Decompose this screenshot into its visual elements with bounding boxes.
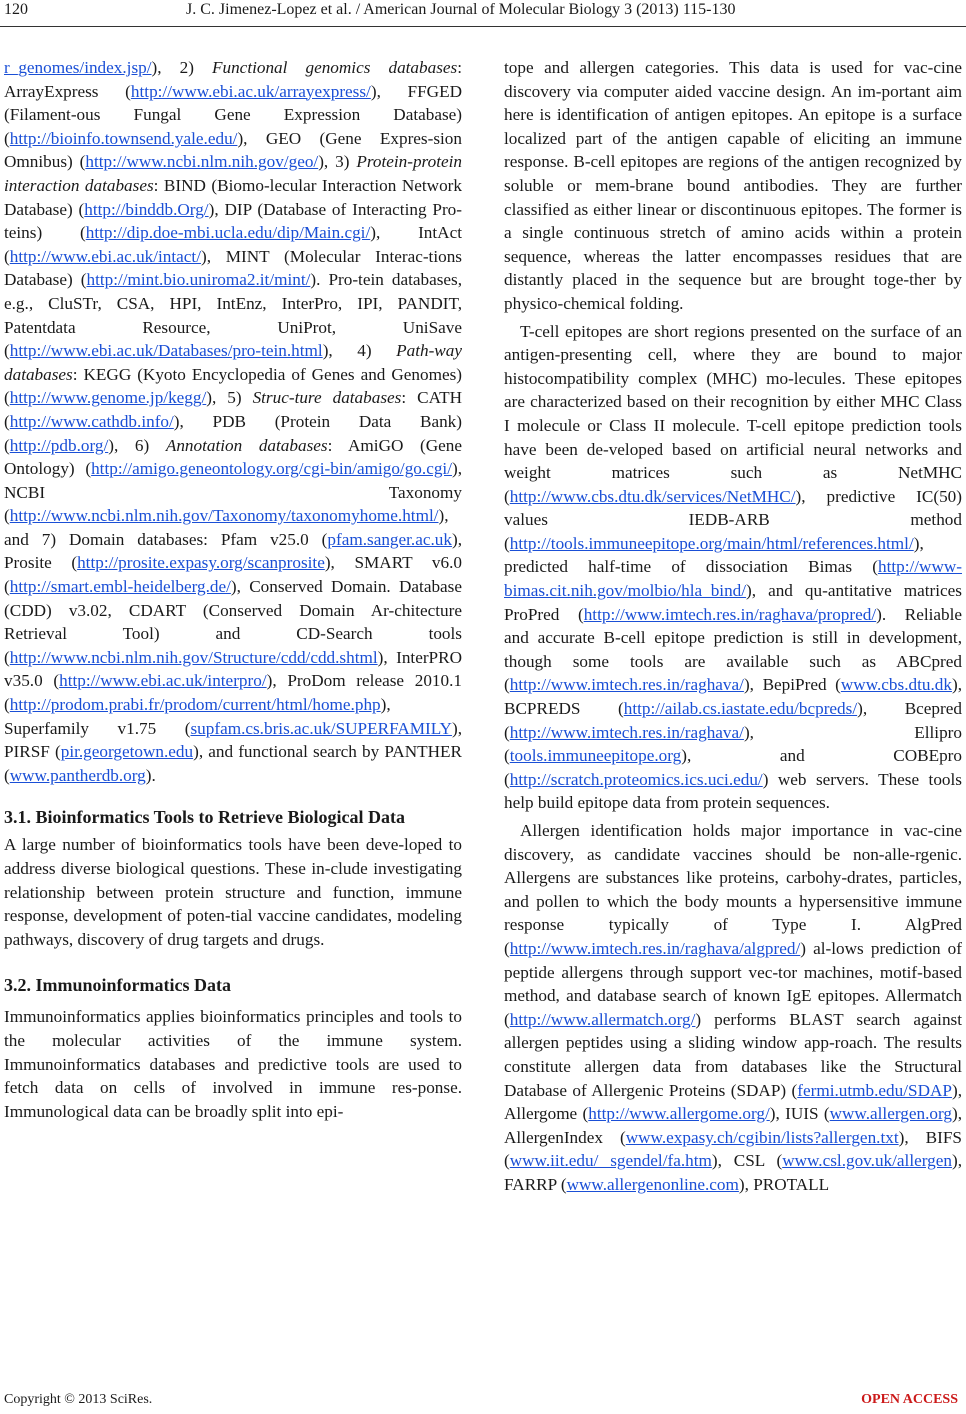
paragraph [4,1005,462,1123]
url-link[interactable]: http://smart.embl-heidelberg.de/ [9,577,231,597]
text-run: ) web servers. These tools help build epitope data from protein sequences. [504,769,962,813]
url-link[interactable]: http://www-bimas.cit.nih.gov/molbio/hla_bind/ [504,557,962,601]
text-run: ), PIRSF ( [4,718,462,762]
text-run: : KEGG (Kyoto Encyclopedia of Genes and Genomes) ( [4,364,462,408]
url-link[interactable]: http://www.ebi.ac.uk/arrayexpress/ [130,81,371,101]
text-run: ), BCPREDS ( [504,675,962,719]
url-link[interactable]: pfam.sanger.ac.uk [327,529,452,549]
url-link[interactable]: http://www.ebi.ac.uk/intact/ [9,246,201,266]
italic-term: Annotation databases [165,435,328,455]
paragraph [4,56,462,787]
text-run: ), NCBI Taxonomy ( [4,459,462,526]
url-link[interactable]: www.csl.gov.uk/allergen [782,1151,952,1171]
url-link[interactable]: www.allergenonline.com [566,1174,739,1194]
url-link[interactable]: http://amigo.geneontology.org/cgi-bin/amigo/go.cgi/ [91,459,452,479]
page-footer [0,1392,966,1412]
text-run: ), Prosite ( [4,529,462,573]
text-run: : AmiGO (Gene Ontology) ( [4,435,462,479]
text-run: : ArrayExpress ( [4,58,463,101]
text-run: ), BIFS ( [504,1127,962,1171]
url-link[interactable]: http://www.ncbi.nlm.nih.gov/Taxonomy/taxonomyhome.html/ [9,506,439,526]
italic-term: Struc-ture databases [252,388,402,408]
text-run: ), IUIS ( [769,1104,830,1124]
section-heading-3-1: 3.1. Bioinformatics Tools to Retrieve Biological Data [4,807,405,828]
text-run: ). [145,765,156,785]
url-link[interactable]: http://www.ncbi.nlm.nih.gov/Structure/cdd/cdd.shtml [9,647,378,667]
url-link[interactable]: http://scratch.proteomics.ics.uci.edu/ [509,769,763,789]
text-run: ), 3) [318,152,357,172]
text-run: ), IntAct ( [4,223,462,266]
text-run: ), FARRP ( [504,1151,962,1194]
text-run: ), MINT (Molecular Interac-tions Database) ( [4,246,462,290]
text-run: ), and 7) Domain databases: Pfam v25.0 ( [4,506,449,549]
text-run: tope and allergen categories. This data is used for vac-cine discovery via computer aided vaccine design. An im-portant aim here is identification of antigen epitopes. An epitope is a surface localized part of the antigen capable of eliciting an immune response. B-cell epitopes are regions of the antigen recognized by soluble or mem-brane bound antibodies. They are further classified as either linear or discontinuous epitopes. The former is a single continuous stretch of amino acids within a protein sequence, whereas the latter encompasses residues that are distantly placed in the sequence but are brought toge-ther by physico-chemical folding. [504,58,962,313]
text-run: ), 4) [322,341,397,361]
url-link[interactable]: http://www.imtech.res.in/raghava/algpred/ [509,938,801,958]
text-run: ), ProDom release 2010.1 ( [4,671,462,715]
url-link[interactable]: http://www.allermatch.org/ [509,1009,696,1029]
url-link[interactable]: www.expasy.ch/cgibin/lists?allergen.txt [625,1127,899,1147]
text-run: ). Pro-tein databases, e.g., CluSTr, CSA, HPI, IntEnz, InterPro, IPI, PANDIT, Patentdata Resource, UniProt, UniSave ( [4,270,462,361]
url-link[interactable]: supfam.cs.bris.ac.uk/SUPERFAMILY [190,718,452,738]
text-run: ), and COBEpro ( [504,746,962,789]
text-run: ), 2) [151,58,212,77]
text-run: ), Allergome ( [504,1080,962,1124]
url-link[interactable]: fermi.utmb.edu/SDAP [797,1080,952,1100]
text-run: ), AllergenIndex ( [504,1104,962,1147]
text-run: A large number of bioinformatics tools have been deve-loped to address diverse biological questions. These in-clude investigating relationship between protein structure and function, immune response, development of poten-tial vaccine candidates, modeling pathways, discovery of drug targets and drugs. [4,835,462,949]
text-run: ), Conserved Domain. Database (CDD) v3.02, CDART (Conserved Domain Ar-chitecture Retrieval Tool) and CD-Search tools ( [4,577,462,667]
text-run: ), Superfamily v1.75 ( [4,695,391,738]
url-link[interactable]: http://www.cathdb.info/ [9,411,174,431]
text-run: ), and qu-antitative matrices ProPred ( [504,581,962,624]
text-run: ), PROTALL [738,1174,830,1194]
url-link[interactable]: http://pdb.org/ [9,435,109,455]
text-run: Allergen identification holds major importance in vac-cine discovery, as candidate vaccines should be non-alle-rgenic. Allergens are substances like proteins, carbohy-drates, particles, and pollen to which the body mounts a hypersensitive immune response typically of Type I. AlgPred ( [504,821,962,958]
text-run: ), InterPRO v35.0 ( [4,647,462,691]
url-link[interactable]: http://binddb.Org/ [84,199,209,219]
url-link[interactable]: http://www.ebi.ac.uk/interpro/ [59,671,267,691]
copyright-notice: Copyright © 2013 SciRes. [4,1392,153,1407]
url-link[interactable]: http://www.imtech.res.in/raghava/propred/ [583,604,877,624]
text-run: T-cell epitopes are short regions presented on the surface of an antigen-presenting cell, where they are bound to major histocompatibility complex (MHC) mo-lecules. These epitopes are characterized based on their recognition by either MHC Class I molecule or Class II molecule. T-cell epitope prediction tools have been de-veloped based on artificial neural networks and weight matrices such as NetMHC ( [504,321,962,506]
open-access-label: OPEN ACCESS [861,1392,958,1407]
text-run: ), DIP (Database of Interacting Pro-teins) ( [4,199,462,243]
url-link[interactable]: r_genomes/index.jsp/ [4,58,152,77]
url-link[interactable]: pir.georgetown.edu [60,742,194,762]
url-link[interactable]: www.cbs.dtu.dk [840,675,952,695]
url-link[interactable]: http://prodom.prabi.fr/prodom/current/html/home.php [9,695,381,715]
running-title: J. C. Jimenez-Lopez et al. / American Journal of Molecular Biology 3 (2013) 115-130 [186,1,736,18]
text-run: ), Bcepred ( [504,699,962,742]
paragraph [504,819,962,1197]
url-link[interactable]: http://www.allergome.org/ [588,1104,770,1124]
text-run: ), predicted half-time of dissociation Bimas ( [504,533,924,577]
text-run: : CATH ( [4,388,462,431]
url-link[interactable]: http://ailab.cs.iastate.edu/bcpreds/ [623,699,858,719]
text-run: ), Ellipro ( [504,722,962,766]
url-link[interactable]: www.pantherdb.org [9,765,146,785]
url-link[interactable]: www.allergen.org [829,1104,952,1124]
text-run: ), 6) [108,435,166,455]
url-link[interactable]: http://www.imtech.res.in/raghava/ [509,675,744,695]
text-run: Immunoinformatics applies bioinformatics principles and tools to the molecular activities of the immune system. Immunoinformatics databases and predictive tools are used to fetch data on cells of involved in immune res-ponse. Immunological data can be broadly split into epi- [4,1007,462,1121]
page-number: 120 [4,1,28,18]
italic-term: Path-way databases [4,341,462,384]
text-run: ), GEO (Gene Expres-sion Omnibus) ( [4,128,462,172]
url-link[interactable]: http://www.genome.jp/kegg/ [9,388,207,408]
text-run: ). Reliable and accurate B-cell epitope prediction is still in development, though some tools are available such as ABCpred ( [504,604,963,695]
text-run: ), CSL ( [711,1151,783,1171]
text-run: ), PDB (Protein Data Bank) ( [4,411,462,455]
paragraph [504,56,962,316]
text-run: ), SMART v6.0 ( [4,553,462,597]
paragraph [4,833,462,951]
text-run: ), predictive IC(50) values IEDB-ARB method ( [504,486,962,553]
header-rule [0,26,966,27]
page-header [0,0,966,32]
url-link[interactable]: http://tools.immuneepitope.org/main/html/references.html/ [509,533,914,553]
url-link[interactable]: http://mint.bio.uniroma2.it/mint/ [86,270,311,290]
text-run: : BIND (Biomo-lecular Interaction Network Database) ( [4,175,462,219]
url-link[interactable]: http://prosite.expasy.org/scanprosite [77,553,325,573]
url-link[interactable]: http://www.ncbi.nlm.nih.gov/geo/ [85,152,319,172]
url-link[interactable]: www.iit.edu/ sgendel/fa.htm [509,1151,712,1171]
right-column [504,56,962,1197]
text-run: ), BepiPred ( [743,675,841,695]
italic-term: Functional genomics databases [212,58,458,77]
text-run: ) performs BLAST search against allergen peptides using a sliding window app-roach. The results constitute allergen data from databases like the Structural Database of Allergenic Proteins (SDAP) ( [504,1009,962,1100]
text-run: ), 5) [206,388,253,408]
url-link[interactable]: http://www.ebi.ac.uk/Databases/pro-tein.html [9,341,323,361]
text-run: ) al-lows prediction of peptide allergens through support vec-tor machines, motif-based method, and database search of known IgE epitopes. Allermatch ( [504,938,962,1029]
url-link[interactable]: http://www.imtech.res.in/raghava/ [509,722,744,742]
url-link[interactable]: http://www.cbs.dtu.dk/services/NetMHC/ [509,486,796,506]
section-heading-3-2: 3.2. Immunoinformatics Data [4,975,231,996]
left-column [4,56,462,1123]
url-link[interactable]: tools.immuneepitope.org [509,746,682,766]
italic-term: Protein-protein interaction databases [4,152,462,195]
text-run: ), and functional search by PANTHER ( [4,742,462,785]
url-link[interactable]: http://dip.doe-mbi.ucla.edu/dip/Main.cgi/ [85,223,371,243]
url-link[interactable]: http://bioinfo.townsend.yale.edu/ [9,128,238,148]
paragraph [504,320,962,815]
text-run: ), FFGED (Filament-ous Fungal Gene Expression Database) ( [4,81,462,148]
